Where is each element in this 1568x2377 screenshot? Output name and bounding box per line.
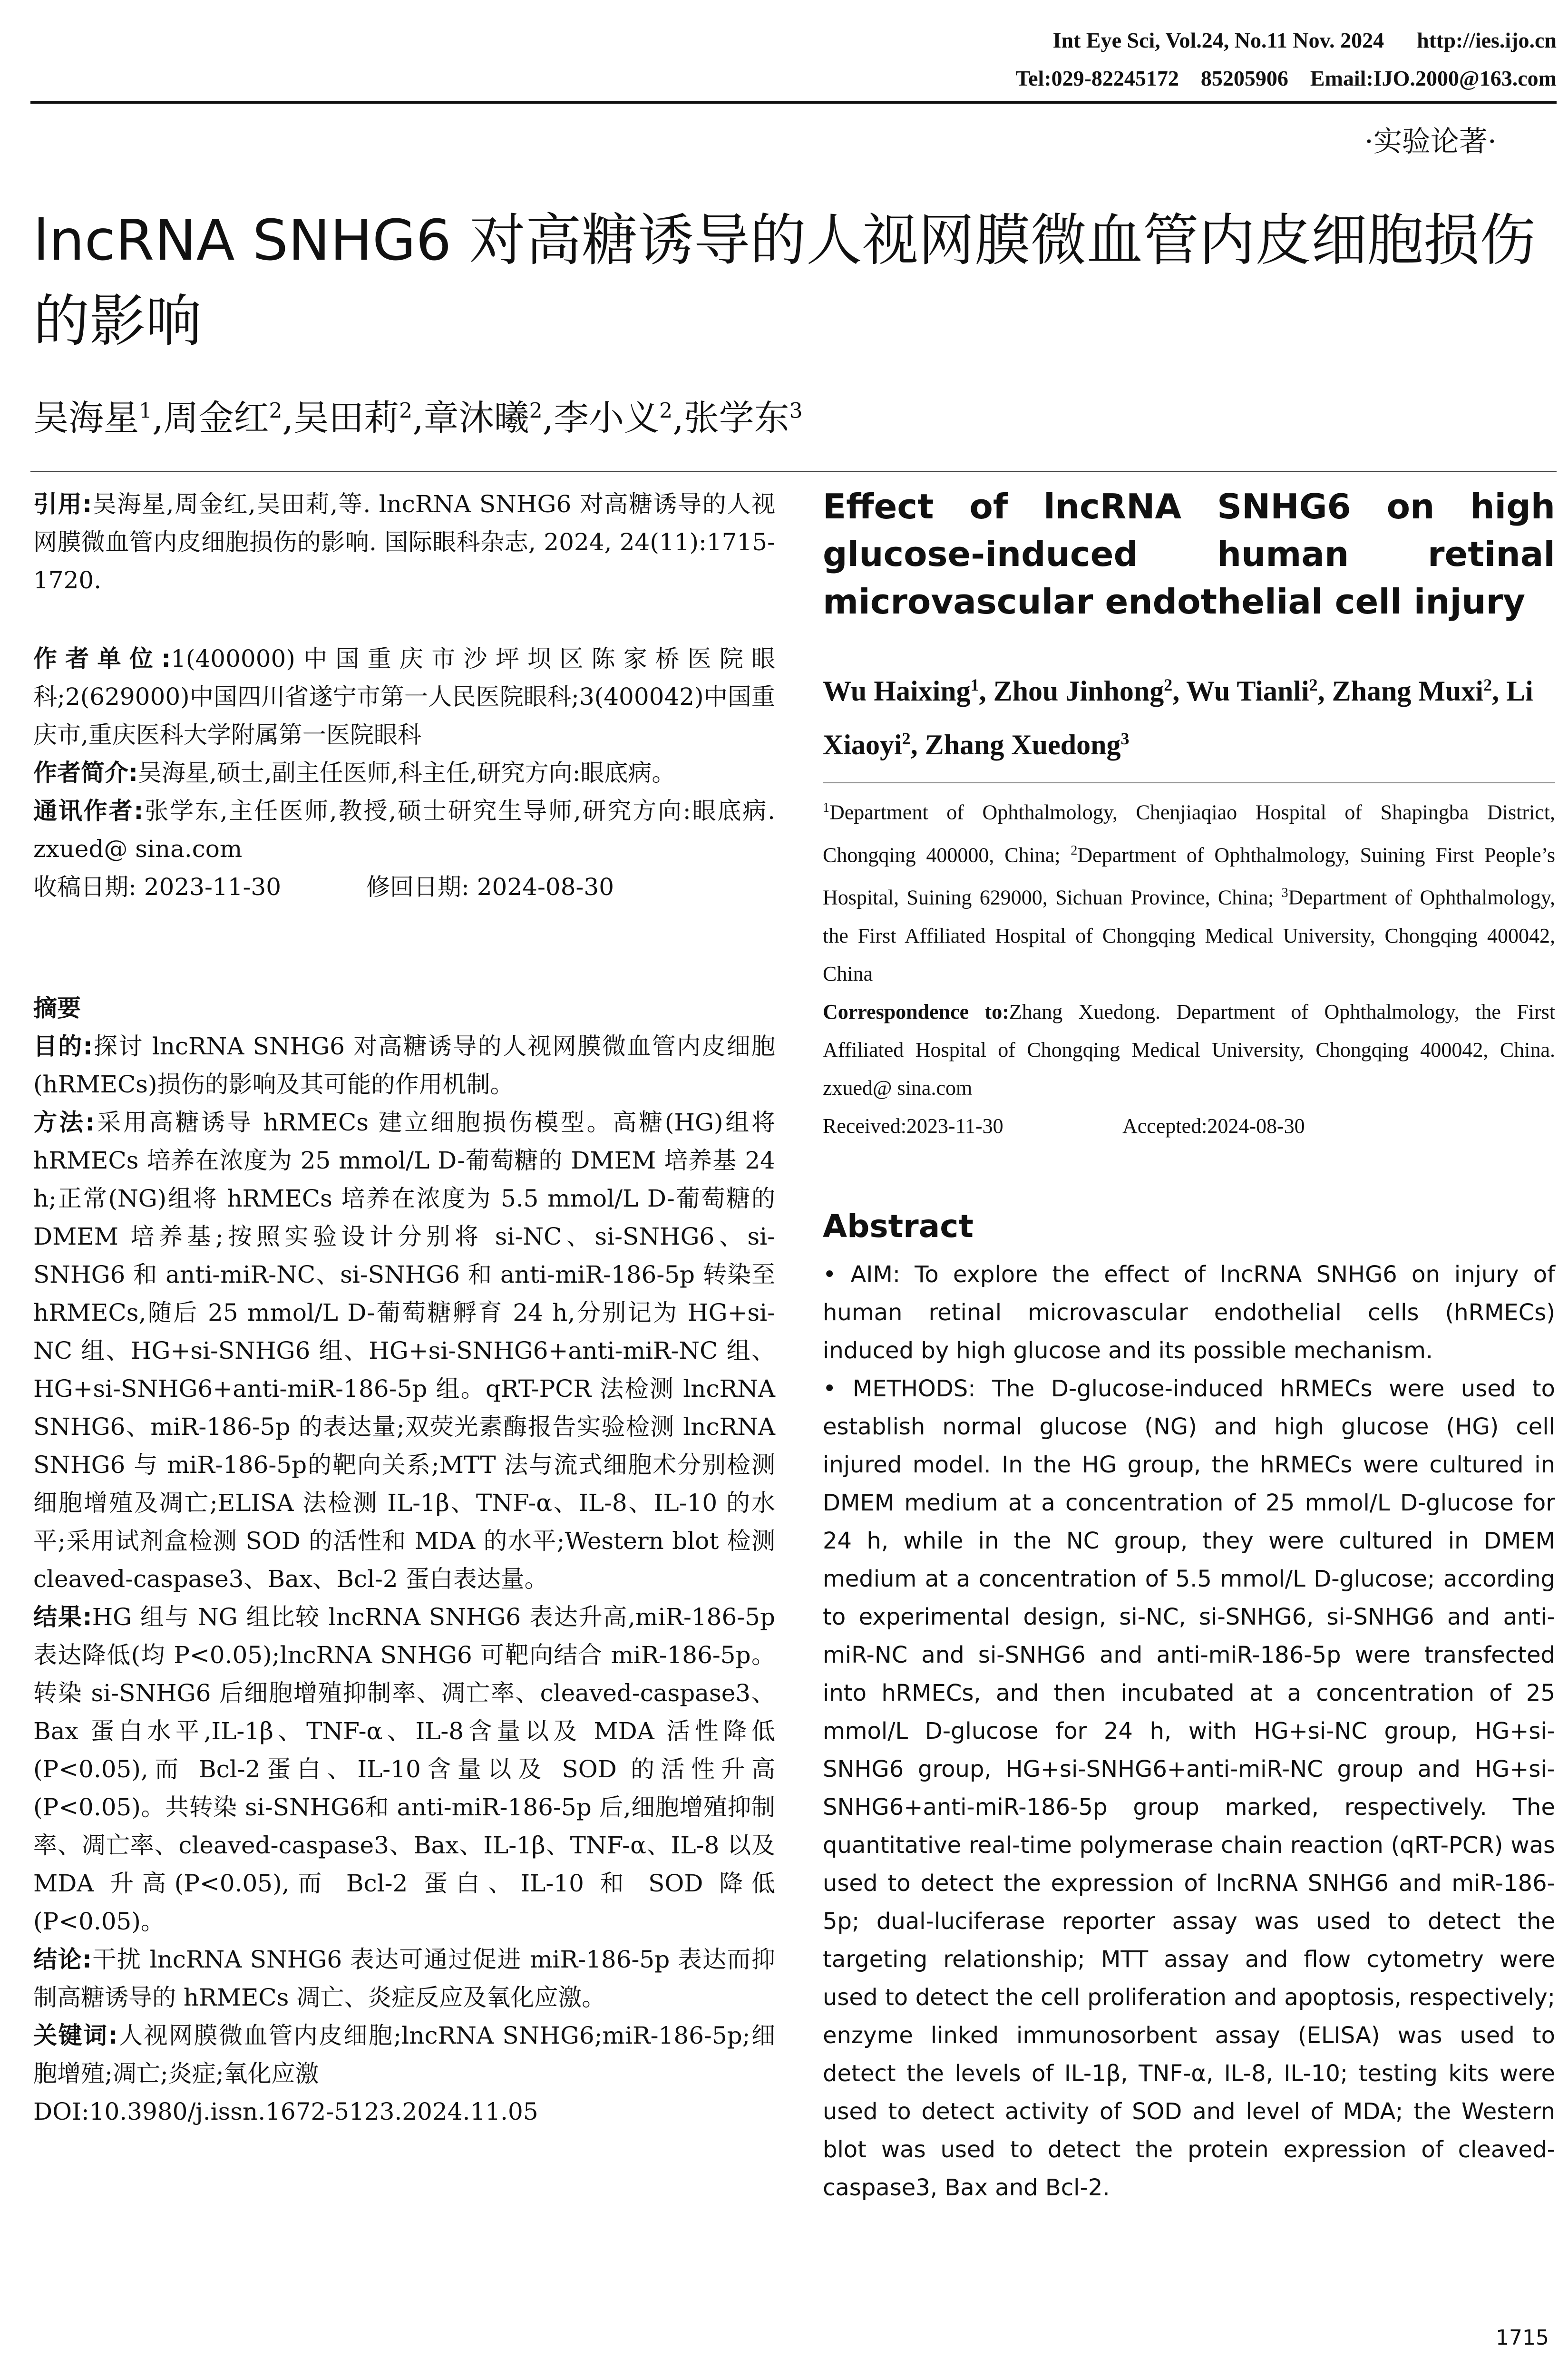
author: 周金红$^2$ <box>163 398 282 438</box>
received-date: 收稿日期: 2023-11-30 <box>33 873 282 901</box>
author: 吴田莉$^2$ <box>293 398 413 438</box>
author: 李小义$^2$ <box>554 398 673 438</box>
author: 章沐曦$^2$ <box>423 398 543 438</box>
citation-block: 引用:吴海星,周金红,吴田莉,等. lncRNA SNHG6 对高糖诱导的人视网膜微血管内皮细胞损伤的影响. 国际眼科杂志, 2024, 24(11):1715-1720. <box>33 490 775 594</box>
received-date-en: Received:2023-11-30 <box>823 1114 1003 1138</box>
revised-date: 修回日期: 2024-08-30 <box>366 873 614 901</box>
english-affiliations: $^1$Department of Ophthalmology, Chenjiaqiao Hospital of Shapingba District, Chongqing 400000, China; $^2$Department of Ophthalmology, Suining First People’s Hospital, Suining 629000, Sichuan Province, China; $^3$Department of Ophthalmology, the First Affiliated Hospital of Chongqing Medical University, Chongqing 400042, China Correspondence to:Zhang Xuedong. Department of Ophthalmology, the First Affiliated Hospital of Chongqing Medical University, Chongqing 400042, China. zxued@ sina.com Received:2023-11-30 Accepted:2024-08-30 <box>823 782 1555 1145</box>
page-number: 1715 <box>1496 2326 1549 2350</box>
header-rule <box>30 101 1557 104</box>
author: 吴海星$^1$ <box>33 398 152 438</box>
author-info-block: 作者单位:1(400000)中国重庆市沙坪坝区陈家桥医院眼科;2(629000)中国四川省遂宁市第一人民医院眼科;3(400042)中国重庆市,重庆医科大学附属第一医院眼科 作者简介:吴海星,硕士,副主任医师,科主任,研究方向:眼底病。 通讯作者:张学东,主任医师,教授,硕士研究生导师,研究方向:眼底病. zxued@ sina.com 收稿日期: 2023-11-30 修回日期: 2024-08-30 <box>33 640 775 906</box>
author-list: 吴海星$^1$,周金红$^2$,吴田莉$^2$,章沐曦$^2$,李小义$^2$,张学东$^3$ <box>33 398 803 438</box>
journal-header-line2: Tel:029-82245172 85205906 Email:IJO.2000@163.com <box>1015 66 1557 90</box>
english-abstract-heading: Abstract <box>823 1208 974 1245</box>
doi: DOI:10.3980/j.issn.1672-5123.2024.11.05 <box>33 2098 538 2125</box>
chinese-abstract: 摘要 目的:探讨 lncRNA SNHG6 对高糖诱导的人视网膜微血管内皮细胞(hRMECs)损伤的影响及其可能的作用机制。 方法:采用高糖诱导 hRMECs 建立细胞损伤模型。高糖(HG)组将 hRMECs 培养在浓度为 25 mmol/L D-葡萄糖的 DMEM 培养基 24 h;正常(NG)组将 hRMECs 培养在浓度为 5.5 mmol/L D-葡萄糖的 DMEM 培养基;按照实验设计分别将 si-NC、si-SNHG6、si-SNHG6 和 anti-miR-NC、si-SNHG6 和 anti-miR-186-5p 转染至 hRMECs,随后 25 mmol/L D-葡萄糖孵育 24 h,分别记为 HG+si-NC 组、HG+si-SNHG6 组、HG+si-SNHG6+anti-miR-NC 组、HG+si-SNHG6+anti-miR-186-5p 组。qRT-PCR 法检测 lncRNA SNHG6、miR-186-5p 的表达量;双荧光素酶报告实验检测 lncRNA SNHG6 与 miR-186-5p的靶向关系;MTT 法与流式细胞术分别检测细胞增殖及凋亡;ELISA 法检测 IL-1β、TNF-α、IL-8、IL-10 的水平;采用试剂盒检测 SOD 的活性和 MDA 的水平;Western blot 检测 cleaved-caspase3、Bax、Bcl-2 蛋白表达量。 结果:HG 组与 NG 组比较 lncRNA SNHG6 表达升高,miR-186-5p表达降低(均 P<0.05);lncRNA SNHG6 可靶向结合 miR-186-5p。转染 si-SNHG6 后细胞增殖抑制率、凋亡率、cleaved-caspase3、Bax 蛋白水平,IL-1β、TNF-α、IL-8含量以及 MDA 活性降低(P<0.05),而 Bcl-2蛋白、IL-10含量以及 SOD 的活性升高(P<0.05)。共转染 si-SNHG6和 anti-miR-186-5p 后,细胞增殖抑制率、凋亡率、cleaved-caspase3、Bax、IL-1β、TNF-α、IL-8 以及 MDA 升高(P<0.05),而 Bcl-2 蛋白、IL-10 和 SOD 降低(P<0.05)。 结论:干扰 lncRNA SNHG6 表达可通过促进 miR-186-5p 表达而抑制高糖诱导的 hRMECs 凋亡、炎症反应及氧化应激。 关键词:人视网膜微血管内皮细胞;lncRNA SNHG6;miR-186-5p;细胞增殖;凋亡;炎症;氧化应激 DOI:10.3980/j.issn.1672-5123.2024.11.05 <box>33 989 775 2131</box>
abstract-heading: 摘要 <box>33 994 81 1022</box>
section-label: ·实验论著· <box>1364 125 1497 158</box>
author-rule <box>30 471 1557 472</box>
author: 张学东$^3$ <box>683 398 803 438</box>
english-author-list: Wu Haixing$^1$, Zhou Jinhong$^2$, Wu Tianli$^2$, Zhang Muxi$^2$, Li Xiaoyi$^2$, Zhang Xuedong$^3$ <box>823 675 1533 760</box>
article-title: lncRNA SNHG6 对高糖诱导的人视网膜微血管内皮细胞损伤的影响 <box>33 207 1536 354</box>
accepted-date-en: Accepted:2024-08-30 <box>1122 1114 1305 1138</box>
english-title: Effect of lncRNA SNHG6 on high glucose-induced human retinal microvascular endothelial cell injury <box>823 487 1555 622</box>
english-abstract: • AIM: To explore the effect of lncRNA SNHG6 on injury of human retinal microvascular endothelial cells (hRMECs) induced by high glucose and its possible mechanism. • METHODS: The D-glucose-induced hRMECs were used to establish normal glucose (NG) and high glucose (HG) cell injured model. In the HG group, the hRMECs were cultured in DMEM medium at a concentration of 25 mmol/L D-glucose for 24 h, while in the NC group, they were cultured in DMEM medium at a concentration of 5.5 mmol/L D-glucose; according to experimental design, si-NC, si-SNHG6, si-SNHG6 and anti-miR-NC and si-SNHG6 and anti-miR-186-5p were transfected into hRMECs, and then incubated at a concentration of 25 mmol/L D-glucose for 24 h, with HG+si-NC group, HG+si-SNHG6 group, HG+si-SNHG6+anti-miR-NC group and HG+si-SNHG6+anti-miR-186-5p group marked, respectively. The quantitative real-time polymerase chain reaction (qRT-PCR) was used to detect the expression of lncRNA SNHG6 and miR-186-5p; dual-luciferase reporter assay was used to detect the targeting relationship; MTT assay and flow cytometry were used to detect the cell proliferation and apoptosis, respectively; enzyme linked immunosorbent assay (ELISA) was used to detect the levels of IL-1β, TNF-α, IL-8, IL-10; testing kits were used to detect activity of SOD and level of MDA; the Western blot was used to detect the protein expression of cleaved-caspase3, Bax and Bcl-2. <box>823 1261 1555 2201</box>
journal-header-line1: Int Eye Sci, Vol.24, No.11 Nov. 2024 http://ies.ijo.cn <box>1052 28 1557 52</box>
